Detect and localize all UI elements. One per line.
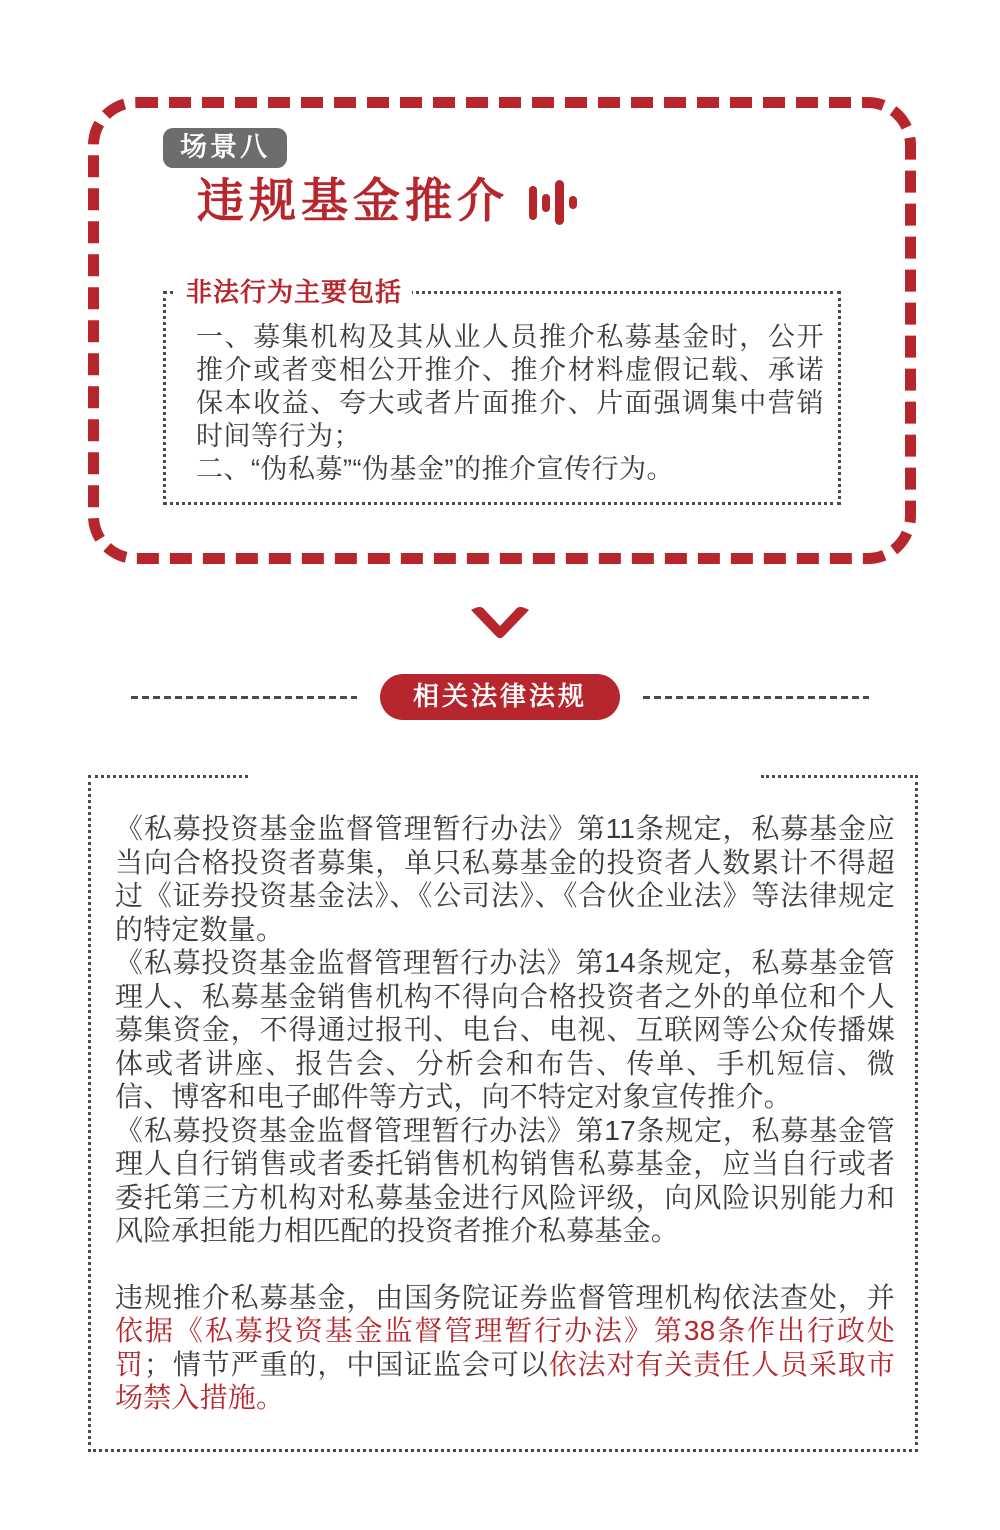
final-segment: 违规推介私募基金，由国务院证券监督管理机构依法查处，并 bbox=[115, 1281, 895, 1313]
scenario-tag-label: 场景八 bbox=[180, 132, 270, 162]
legal-box-top-border-left bbox=[88, 775, 248, 778]
legal-paragraph: 《私募投资基金监督管理暂行办法》第17条规定，私募基金管理人自行销售或者委托销售机构销售私募基金，应当自行或者委托第三方机构对私募基金进行风险评级，向风险识别能力和风险承担能力相匹配的投资者推介私募基金。 bbox=[115, 1114, 895, 1246]
final-segment: ；情节严重的，中国证监会可以 bbox=[143, 1348, 549, 1380]
scenario-card bbox=[88, 97, 916, 564]
legal-paragraph-final bbox=[115, 1281, 895, 1415]
legal-paragraph: 《私募投资基金监督管理暂行办法》第11条规定，私募基金应当向合格投资者募集，单只私募基金的投资者人数累计不得超过《证券投资基金法》、《公司法》、《合伙企业法》等法律规定的特定数量。 bbox=[115, 813, 895, 945]
legal-paragraph: 《私募投资基金监督管理暂行办法》第14条规定，私募基金管理人、私募基金销售机构不得向合格投资者之外的单位和个人募集资金，不得通过报刊、电台、电视、互联网等公众传播媒体或者讲座、报告会、分析会和布告、传单、手机短信、微信、博客和电子邮件等方式，向不特定对象宣传推介。 bbox=[115, 947, 895, 1112]
page-title: 违规基金推介 bbox=[197, 174, 509, 227]
divider-dash-left bbox=[131, 696, 357, 699]
illegal-acts-box bbox=[163, 277, 841, 505]
final-segment-highlight: 依据《私募投资基金监督管理暂行办法》第38条作出行政处罚 bbox=[115, 1315, 895, 1380]
related-laws-badge: 相关法律法规 bbox=[380, 674, 620, 720]
final-segment-highlight: 依法对有关责任人员采取市场禁入措施。 bbox=[115, 1348, 895, 1413]
legal-box-top-border-right bbox=[761, 775, 918, 778]
legal-box bbox=[88, 775, 918, 1452]
divider-dash-right bbox=[643, 696, 869, 699]
soundwave-icon bbox=[529, 180, 577, 225]
illegal-act-item: 二、“伪私募”“伪基金”的推介宣传行为。 bbox=[196, 454, 674, 484]
section-divider bbox=[0, 675, 1000, 719]
chevron-down-icon bbox=[470, 605, 530, 641]
illegal-acts-label: 非法行为主要包括 bbox=[176, 277, 412, 307]
title-row bbox=[197, 176, 577, 225]
scenario-tag bbox=[163, 128, 287, 168]
illegal-act-item: 一、募集机构及其从业人员推介私募基金时，公开推介或者变相公开推介、推介材料虚假记载、承诺保本收益、夸大或者片面推介、片面强调集中营销时间等行为； bbox=[196, 322, 824, 451]
